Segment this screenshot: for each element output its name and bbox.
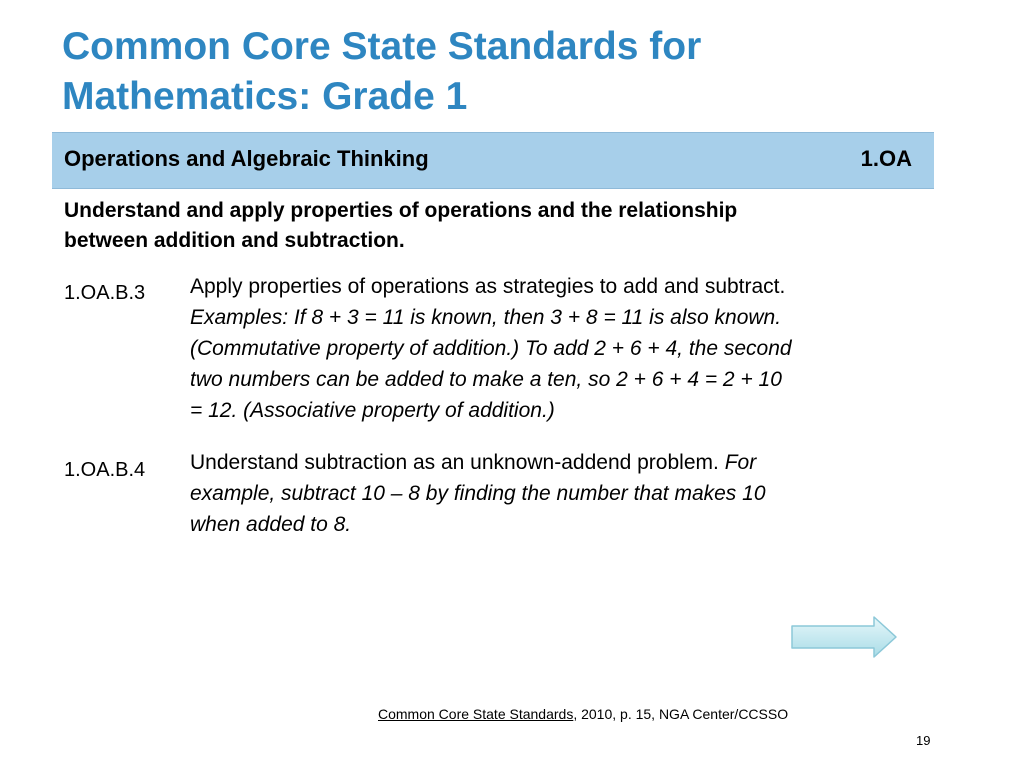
slide-title-line-2: Mathematics: Grade 1 [62,75,468,118]
standard-b3-line: = 12. (Associative property of addition.) [190,399,555,422]
standard-b4-line [190,447,935,478]
next-slide-button[interactable] [788,614,900,662]
standard-text-b4 [190,447,935,540]
standard-b3-line: (Commutative property of addition.) To add 2 + 6 + 4, the second [190,337,792,360]
standard-b3-line: Examples: If 8 + 3 = 11 is known, then 3 + 8 = 11 is also known. [190,306,782,329]
standard-b3-line: two numbers can be added to make a ten, so 2 + 6 + 4 = 2 + 10 [190,368,782,391]
citation [378,706,788,722]
standard-b4-line-1-italic: For [724,451,757,474]
standard-b4-line: when added to 8. [190,513,352,536]
domain-code: 1.OA [860,146,912,171]
domain-band [52,132,934,189]
standard-code-b3: 1.OA.B.3 [64,282,146,304]
cluster-heading-line-2: between addition and subtraction. [64,229,405,252]
right-arrow-icon [788,614,900,662]
standard-b4-line-1-text: Understand subtraction as an unknown-addend problem. [190,451,719,474]
citation-rest: , 2010, p. 15, NGA Center/CCSSO [573,706,789,722]
domain-title: Operations and Algebraic Thinking [64,146,429,171]
cluster-heading-line-1: Understand and apply properties of operations and the relationship [64,199,738,222]
standard-b3-line: Apply properties of operations as strategies to add and subtract. [190,275,786,298]
cluster-heading [64,196,924,256]
standard-b4-line: example, subtract 10 – 8 by finding the number that makes 10 [190,482,766,505]
page-number: 19 [916,733,931,748]
standard-text-b3 [190,271,935,426]
slide-title-line-1: Common Core State Standards for [62,25,702,68]
slide-title [62,22,962,122]
citation-link[interactable]: Common Core State Standards [378,706,574,722]
standard-code-b4: 1.OA.B.4 [64,459,146,481]
